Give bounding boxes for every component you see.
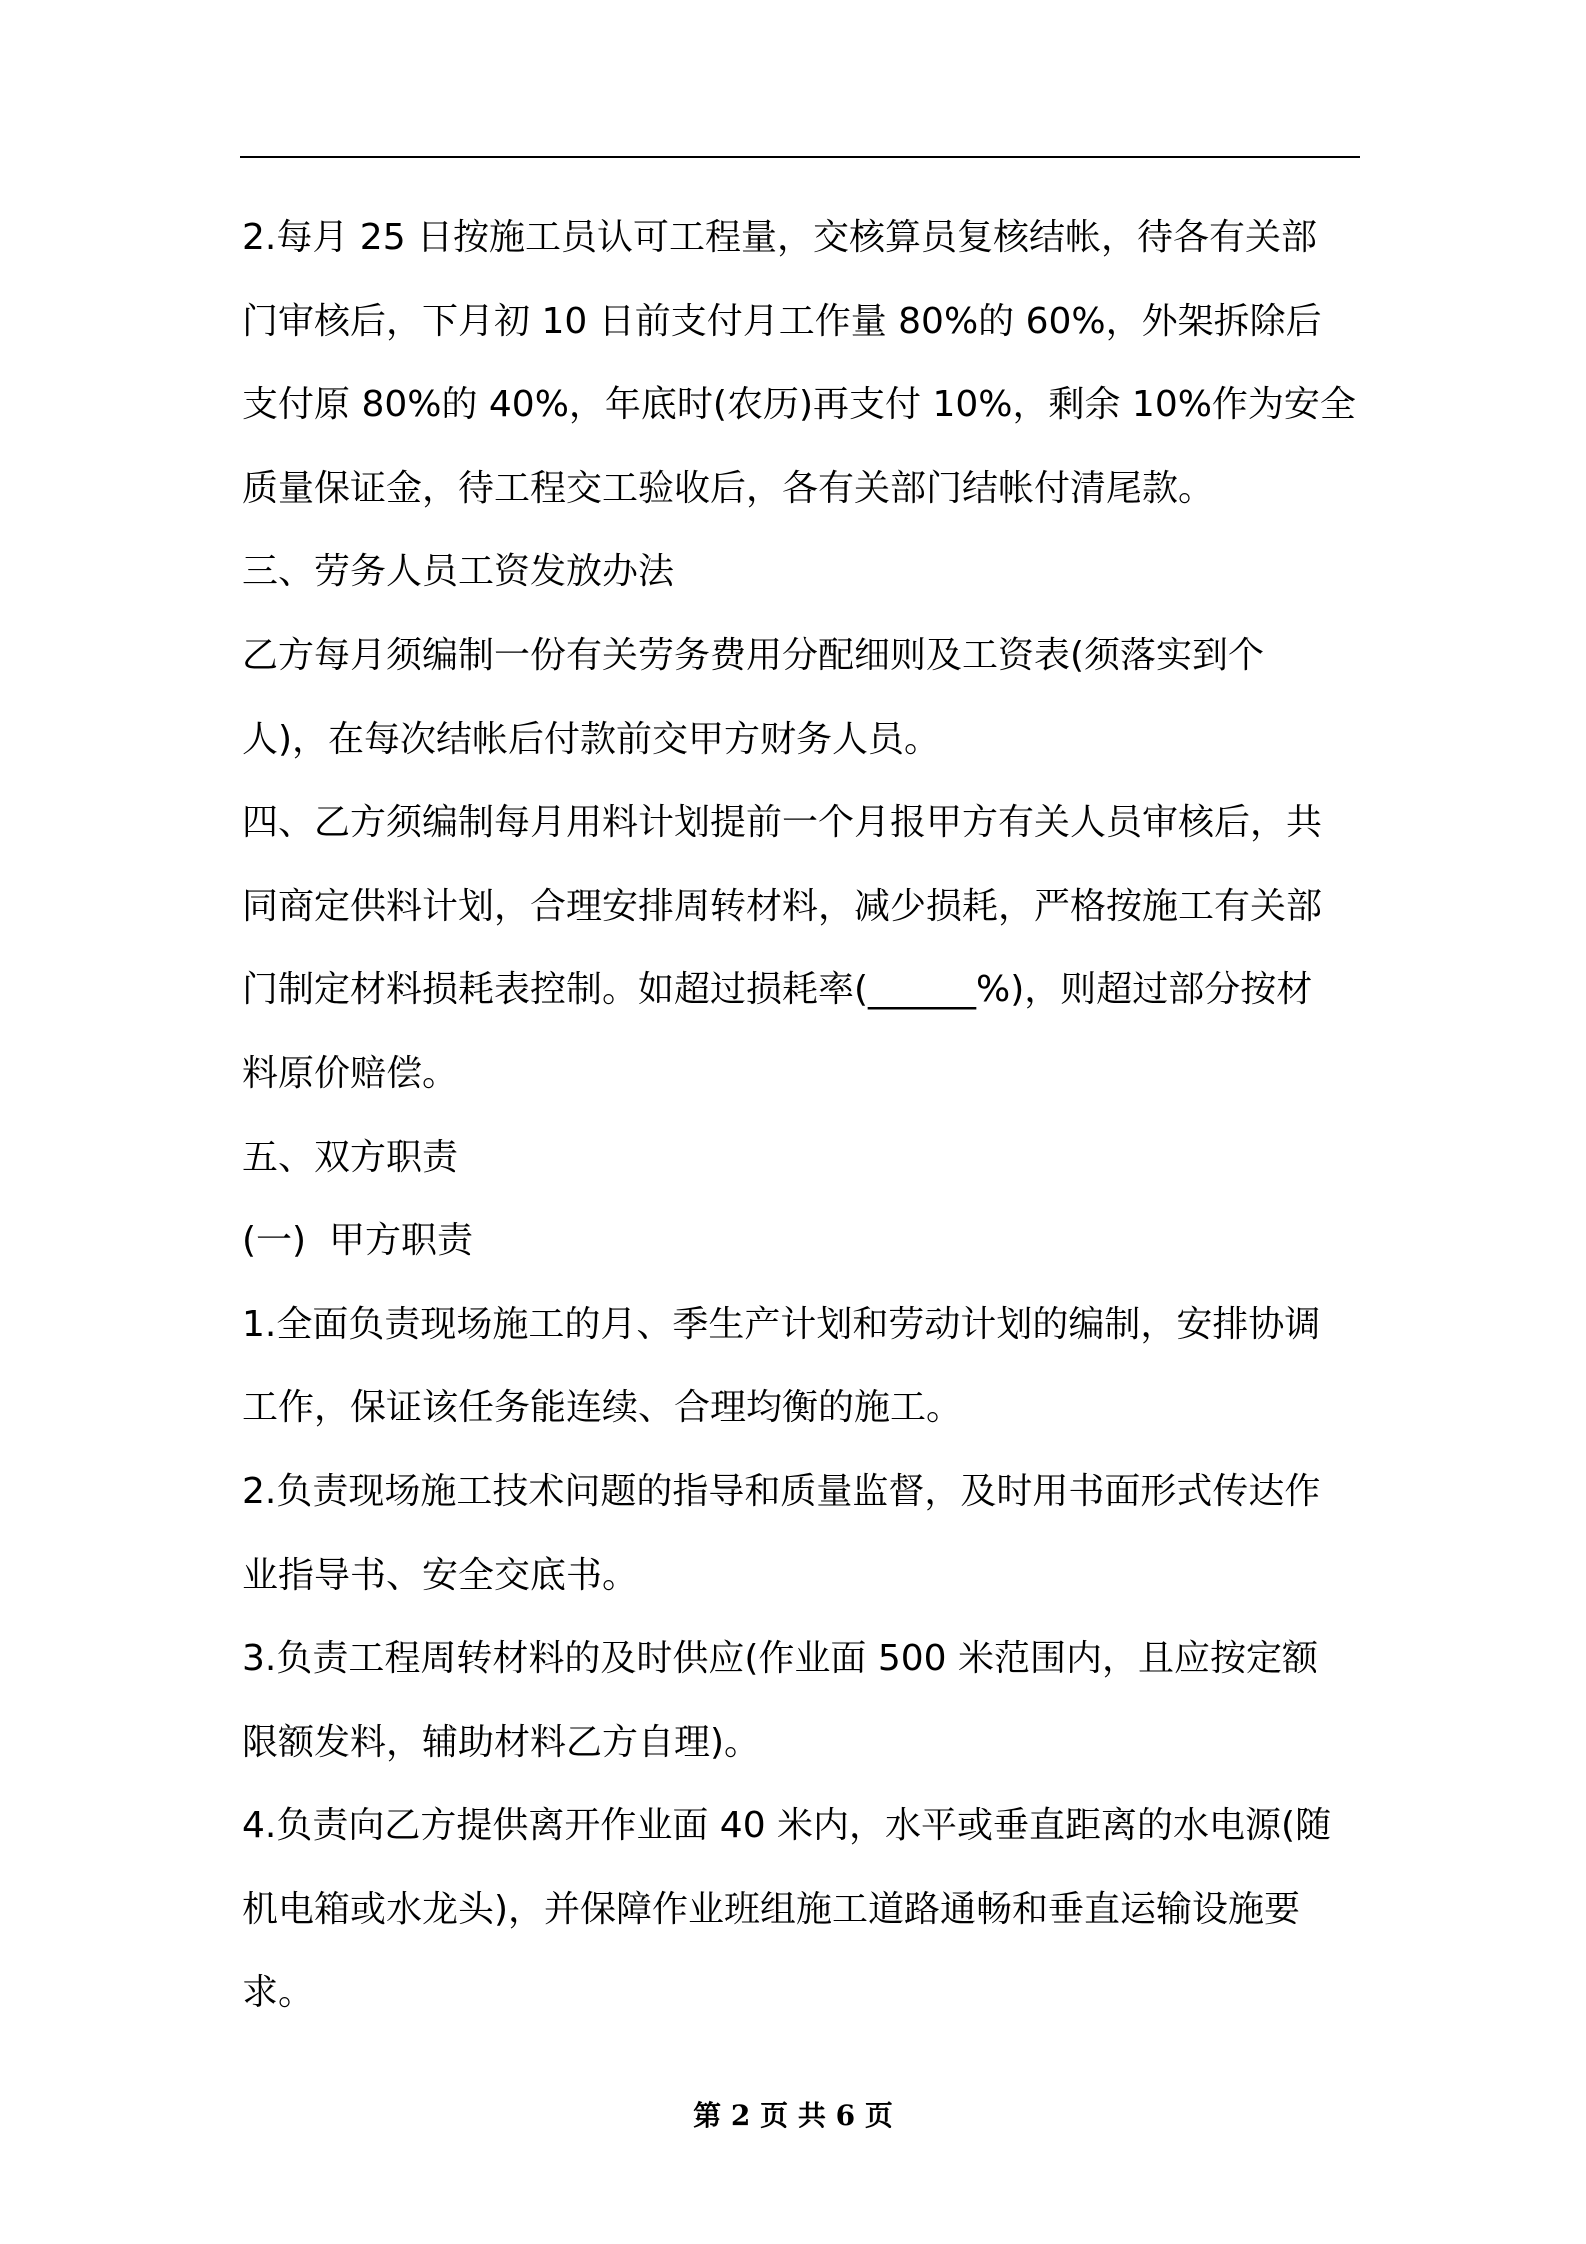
text-line: 限额发料，辅助材料乙方自理)。 — [242, 1721, 761, 1763]
text-line: 3.负责工程周转材料的及时供应(作业面 500 米范围内，且应按定额 — [242, 1638, 1318, 1680]
text-line: 2.每月 25 日按施工员认可工程量，交核算员复核结帐，待各有关部 — [242, 217, 1318, 258]
subsection-heading: (一) 甲方职责 — [242, 1220, 473, 1262]
page-indicator: 第 2 页 共 6 页 — [693, 2099, 893, 2132]
text-line: 支付原 80%的 40%，年底时(农历)再支付 10%，剩余 10%作为安全 — [242, 384, 1356, 426]
text-line: 质量保证金，待工程交工验收后，各有关部门结帐付清尾款。 — [242, 467, 1215, 509]
text-line: 人)，在每次结帐后付款前交甲方财务人员。 — [242, 718, 941, 760]
text-line: 机电箱或水龙头)，并保障作业班组施工道路通畅和垂直运输设施要 — [242, 1888, 1301, 1930]
text-line: 工作，保证该任务能连续、合理均衡的施工。 — [242, 1387, 963, 1429]
text-line: 业指导书、安全交底书。 — [242, 1554, 639, 1596]
text-line: 求。 — [242, 1972, 315, 2014]
text-line: 4.负责向乙方提供离开作业面 40 米内，水平或垂直距离的水电源(随 — [242, 1805, 1332, 1847]
header-rule — [240, 156, 1360, 158]
document-body — [242, 196, 1360, 2035]
text-line: 料原价赔偿。 — [242, 1052, 459, 1094]
section-heading: 三、劳务人员工资发放办法 — [242, 551, 675, 593]
text-line: 同商定供料计划，合理安排周转材料，减少损耗，严格按施工有关部 — [242, 885, 1323, 927]
text-line: 2.负责现场施工技术问题的指导和质量监督，及时用书面形式传达作 — [242, 1470, 1321, 1512]
text-line: 四、乙方须编制每月用料计划提前一个月报甲方有关人员审核后，共 — [242, 802, 1323, 844]
section-heading: 五、双方职责 — [242, 1136, 459, 1178]
text-line: 门制定材料损耗表控制。如超过损耗率(______%)，则超过部分按材 — [242, 969, 1313, 1011]
text-line: 门审核后，下月初 10 日前支付月工作量 80%的 60%，外架拆除后 — [242, 300, 1322, 342]
text-line: 乙方每月须编制一份有关劳务费用分配细则及工资表(须落实到个 — [242, 634, 1265, 676]
text-line: 1.全面负责现场施工的月、季生产计划和劳动计划的编制，安排协调 — [242, 1303, 1321, 1345]
